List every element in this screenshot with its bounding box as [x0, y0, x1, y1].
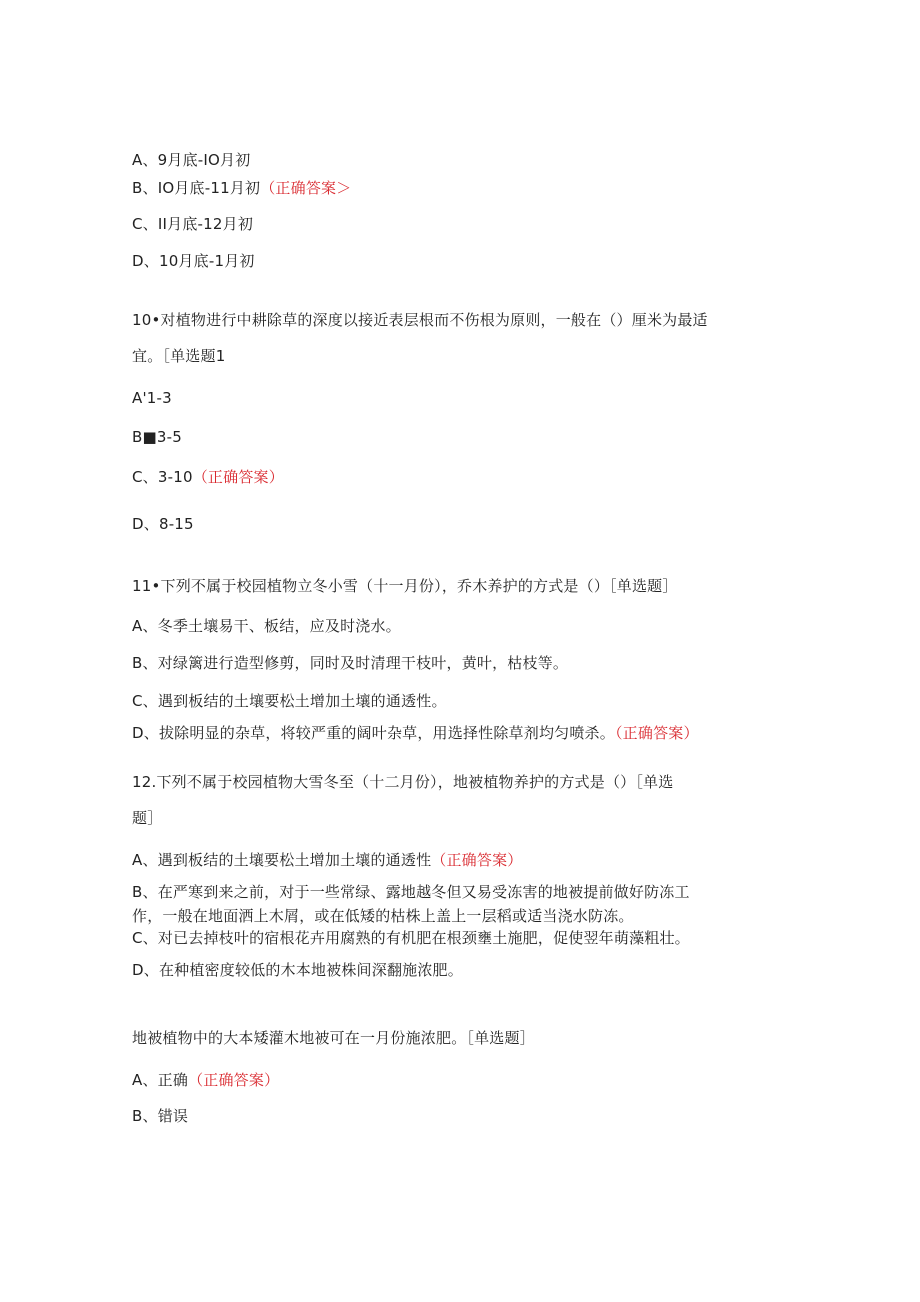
- q11-option-a: [132, 616, 401, 636]
- q12-option-c: [132, 928, 690, 948]
- q9-option-d: [132, 251, 255, 271]
- q11-stem: [132, 576, 678, 596]
- option-text: C、II月底-12月初: [132, 215, 254, 233]
- q12-option-b-line-2: [132, 906, 634, 926]
- q10-option-c: [132, 467, 284, 487]
- q12-option-b-line-1: [132, 882, 690, 902]
- q13-option-b: [132, 1106, 188, 1126]
- question-text: 宜。［单选题1: [132, 347, 226, 365]
- option-text: A、正确: [132, 1071, 189, 1089]
- q12-option-d: [132, 960, 463, 980]
- question-text: 11•下列不属于校园植物立冬小雪（十一月份），乔木养护的方式是（）［单选题］: [132, 577, 678, 595]
- correct-answer-mark: （正确答案）: [431, 851, 523, 869]
- q13-stem: [132, 1028, 535, 1048]
- option-text: A'1-3: [132, 389, 172, 407]
- q11-option-c: [132, 691, 447, 711]
- q12-stem-line-2: [132, 808, 162, 828]
- q13-option-a: [132, 1070, 279, 1090]
- q10-stem-line-2: [132, 346, 225, 366]
- q9-option-b: [132, 178, 351, 198]
- option-text: A、遇到板结的土壤要松土增加土壤的通透性: [132, 851, 432, 869]
- q9-option-c: [132, 214, 253, 234]
- question-text: 地被植物中的大本矮灌木地被可在一月份施浓肥。［单选题］: [132, 1029, 535, 1047]
- option-text: D、10月底-1月初: [132, 252, 255, 270]
- option-text: A、9月底-IO月初: [132, 151, 251, 169]
- correct-answer-mark: （正确答案＞: [260, 179, 352, 197]
- option-text: A、冬季土壤易干、板结，应及时浇水。: [132, 617, 401, 635]
- question-text: 10•对植物进行中耕除草的深度以接近表层根而不伤根为原则，一般在（）厘米为最适: [132, 311, 708, 329]
- q11-option-b: [132, 653, 568, 673]
- q12-option-a: [132, 850, 522, 870]
- option-text: D、8-15: [132, 515, 194, 533]
- correct-answer-mark: （正确答案）: [614, 724, 699, 742]
- option-text: C、遇到板结的土壤要松土增加土壤的通透性。: [132, 692, 447, 710]
- option-text: B、在严寒到来之前，对于一些常绿、露地越冬但又易受冻害的地被提前做好防冻工: [132, 883, 690, 901]
- option-text: D、拔除明显的杂草，将较严重的阔叶杂草，用选择性除草剂均匀喷杀。: [132, 724, 615, 742]
- question-text: 12.下列不属于校园植物大雪冬至（十二月份），地被植物养护的方式是（）［单选: [132, 773, 674, 791]
- option-text: 作，一般在地面洒上木屑，或在低矮的枯株上盖上一层稻或适当浇水防冻。: [132, 907, 634, 925]
- option-text: C、3-10: [132, 468, 193, 486]
- question-text: 题］: [132, 809, 163, 827]
- q12-stem-line-1: [132, 772, 673, 792]
- q10-option-a: [132, 388, 172, 408]
- option-text: B、IO月底-11月初: [132, 179, 261, 197]
- option-text: B■3-5: [132, 428, 182, 446]
- option-text: C、对已去掉枝叶的宿根花卉用腐熟的有机肥在根颈壅土施肥，促使翌年萌藻粗壮。: [132, 929, 690, 947]
- q10-option-d: [132, 514, 194, 534]
- q9-option-a: [132, 150, 250, 170]
- correct-answer-mark: （正确答案）: [188, 1071, 280, 1089]
- option-text: B、对绿篱进行造型修剪，同时及时清理干枝叶，黄叶，枯枝等。: [132, 654, 569, 672]
- q11-option-d: [132, 723, 699, 743]
- option-text: B、错误: [132, 1107, 189, 1125]
- q10-stem-line-1: [132, 310, 708, 330]
- option-text: D、在种植密度较低的木本地被株间深翻施浓肥。: [132, 961, 463, 979]
- correct-answer-mark: （正确答案）: [192, 468, 284, 486]
- q10-option-b: [132, 427, 182, 447]
